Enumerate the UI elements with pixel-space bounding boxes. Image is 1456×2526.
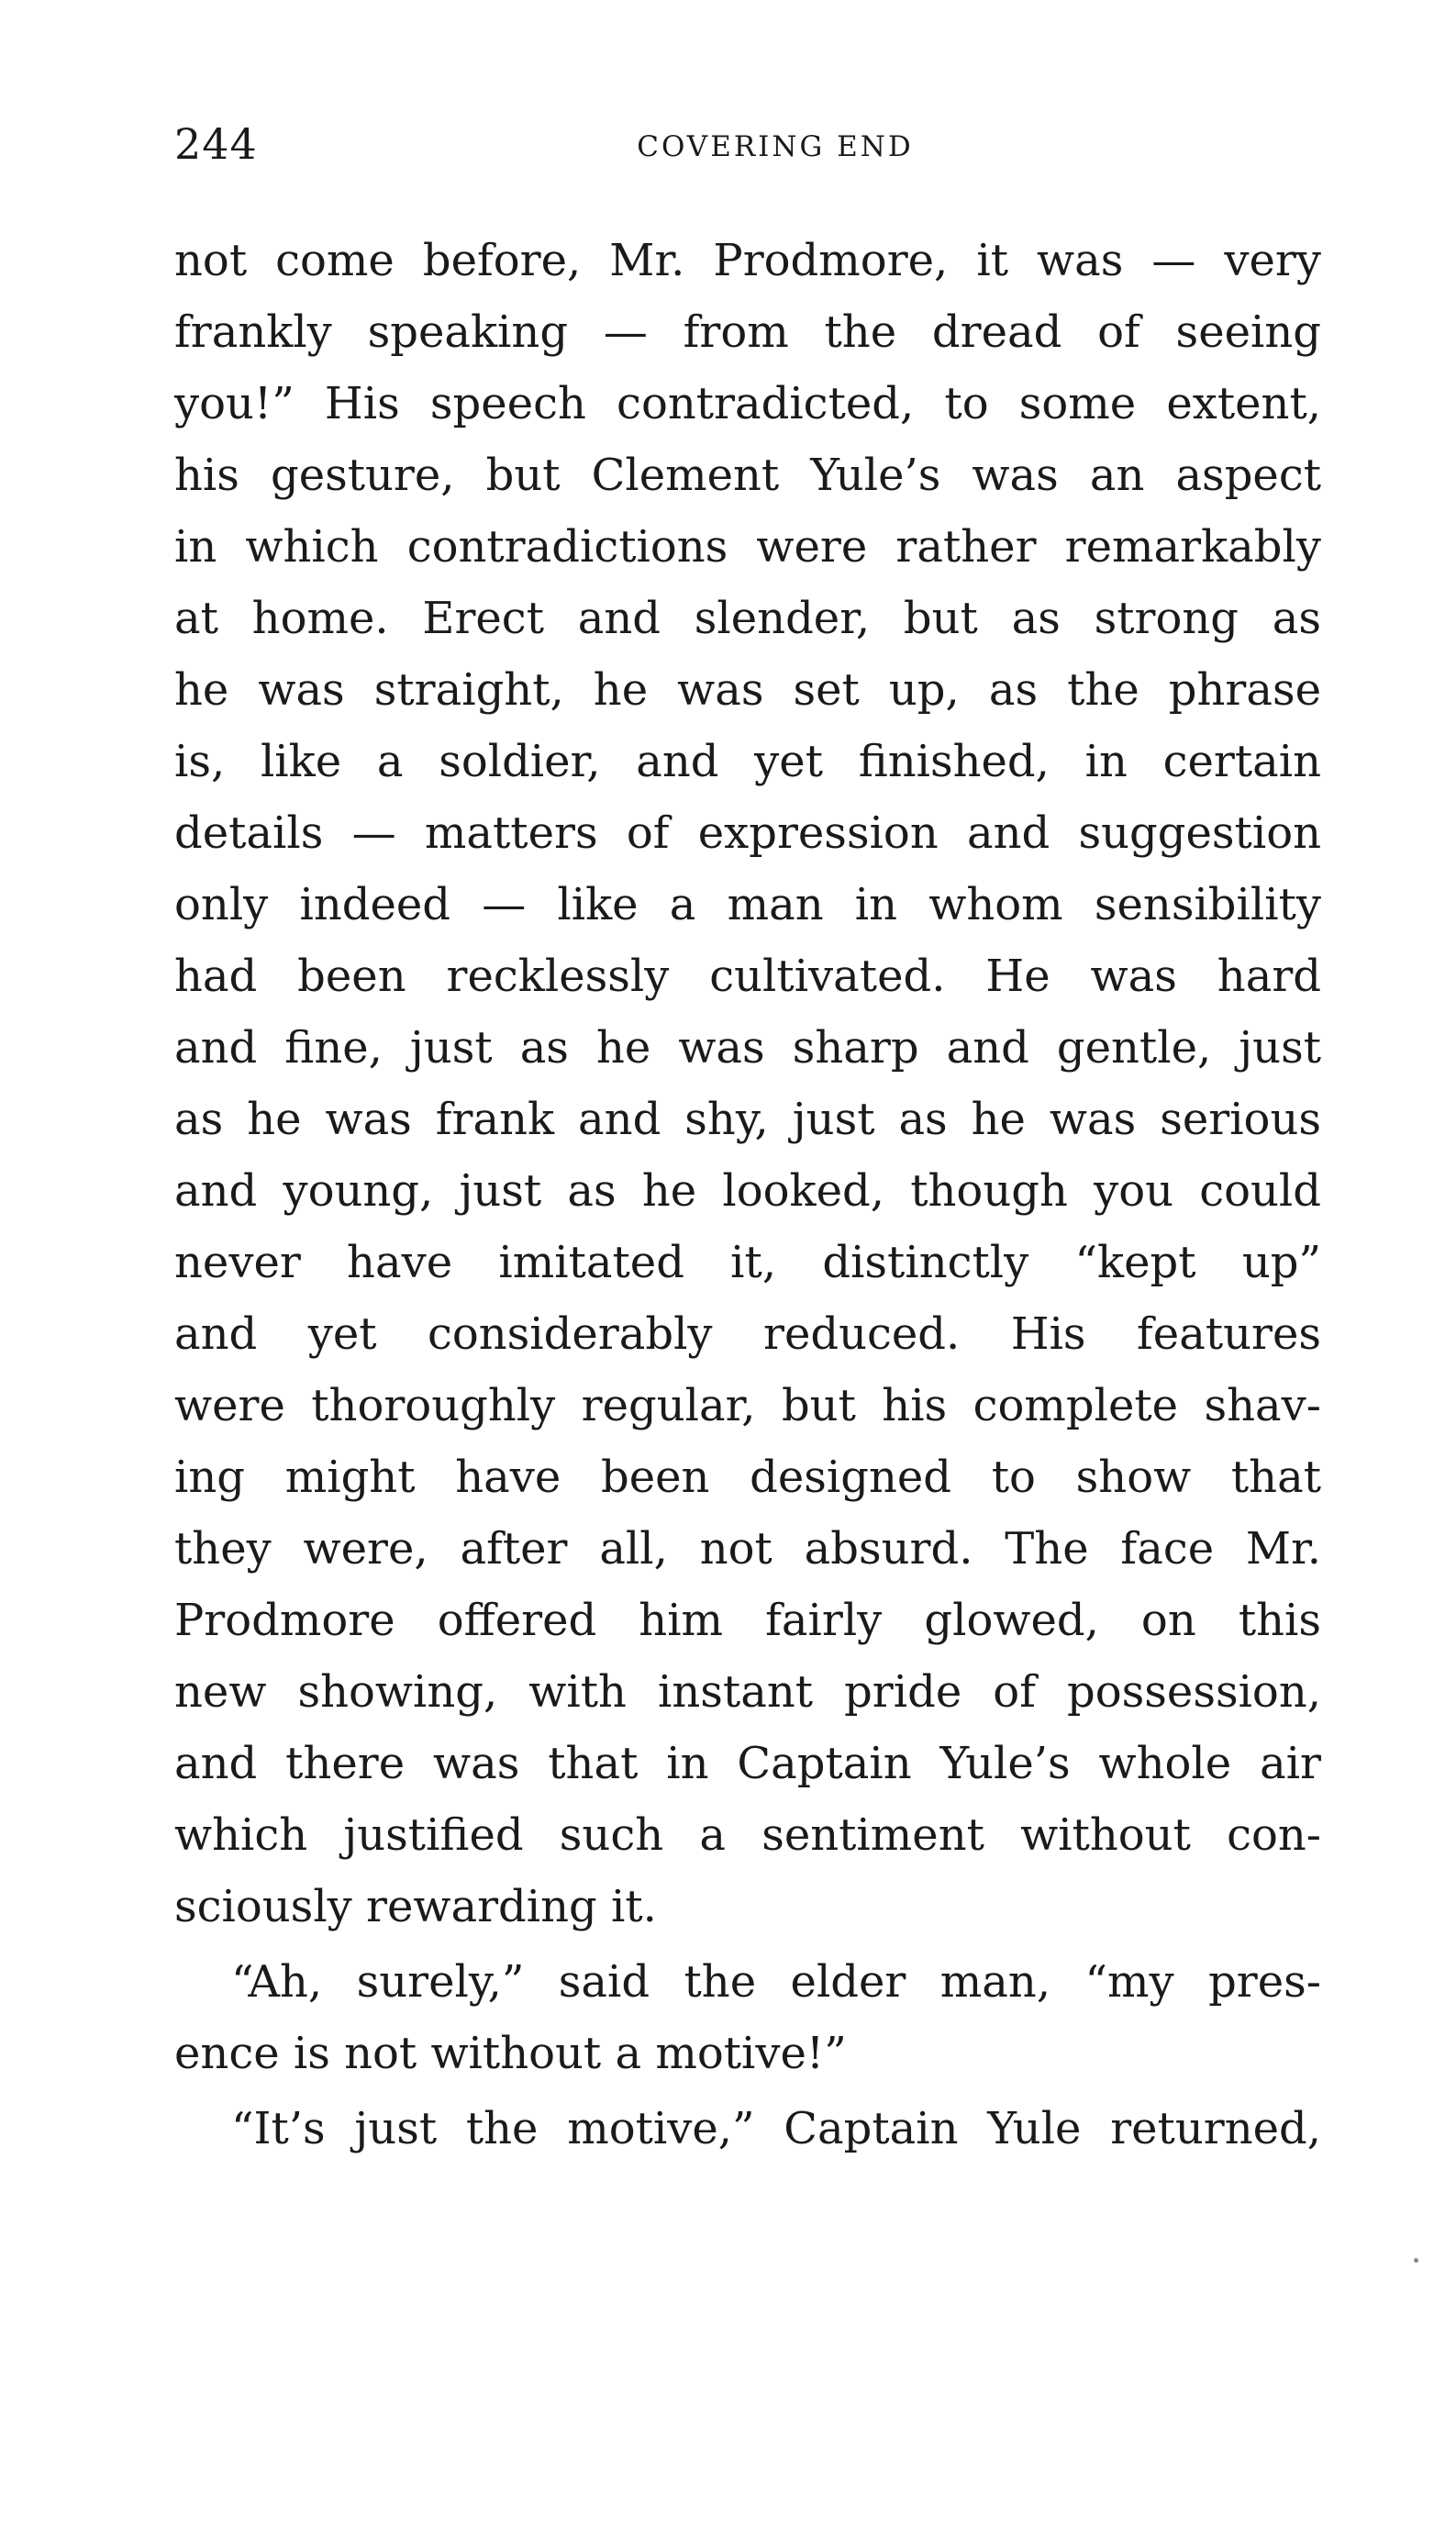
page-number: 244 — [174, 119, 258, 169]
paragraph-end-line: ence is not without a motive!” — [174, 2028, 847, 2079]
text-line: at home. Erect and slender, but as strong as — [174, 593, 1321, 644]
text-line: as he was frank and shy, just as he was serious — [174, 1094, 1321, 1145]
paper-speck — [1413, 2257, 1419, 2264]
text-line: not come before, Mr. Prodmore, it was — very — [174, 235, 1321, 286]
text-line: you!” His speech contradicted, to some extent, — [174, 378, 1321, 429]
text-line: and yet considerably reduced. His features — [174, 1308, 1321, 1360]
running-head — [174, 112, 1321, 176]
running-title: COVERING END — [637, 130, 914, 163]
text-line: and fine, just as he was sharp and gentle, just — [174, 1022, 1321, 1074]
text-line: were thoroughly regular, but his complete shav- — [174, 1380, 1321, 1431]
text-line: only indeed — like a man in whom sensibility — [174, 879, 1321, 930]
body-text — [174, 225, 1321, 2164]
text-line: had been recklessly cultivated. He was hard — [174, 951, 1321, 1002]
text-line: never have imitated it, distinctly “kept up” — [174, 1237, 1321, 1288]
text-line: and there was that in Captain Yule’s whole air — [174, 1738, 1321, 1789]
text-line: new showing, with instant pride of possession, — [174, 1666, 1321, 1718]
text-line: in which contradictions were rather remarkably — [174, 521, 1321, 573]
dialogue-line: “It’s just the motive,” Captain Yule returned, — [231, 2103, 1321, 2154]
text-line: ing might have been designed to show that — [174, 1452, 1321, 1503]
text-line: they were, after all, not absurd. The face Mr. — [174, 1523, 1321, 1575]
text-line: Prodmore offered him fairly glowed, on this — [174, 1595, 1321, 1646]
text-line: frankly speaking — from the dread of seeing — [174, 306, 1321, 358]
text-line: details — matters of expression and suggestion — [174, 807, 1321, 859]
text-line: and young, just as he looked, though you could — [174, 1165, 1321, 1217]
dialogue-line: “Ah, surely,” said the elder man, “my pres- — [231, 1956, 1321, 2008]
text-line: his gesture, but Clement Yule’s was an aspect — [174, 450, 1321, 501]
paragraph-end-line: sciously rewarding it. — [174, 1881, 657, 1932]
text-line: which justified such a sentiment without con- — [174, 1809, 1321, 1861]
text-line: he was straight, he was set up, as the phrase — [174, 664, 1321, 716]
text-line: is, like a soldier, and yet finished, in certain — [174, 736, 1321, 787]
